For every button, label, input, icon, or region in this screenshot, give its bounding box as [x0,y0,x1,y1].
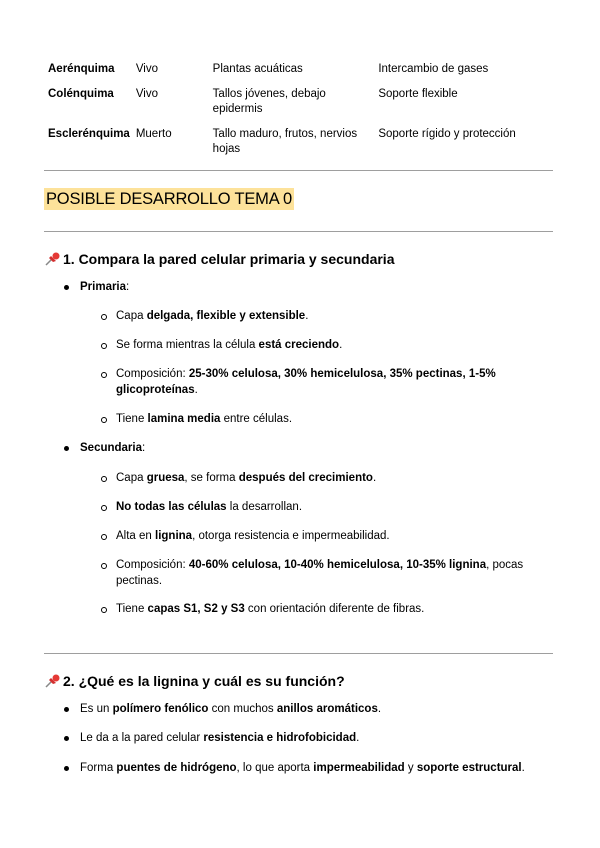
text-run: . [356,732,360,744]
pushpin-icon [44,252,61,266]
bullet-dot [64,446,69,451]
bold-run: lamina media [147,413,221,425]
table-cell-state: Vivo [135,63,158,75]
bold-run: resistencia e hidrofobicidad [203,732,357,744]
divider [44,170,553,171]
table-cell-function: Soporte flexible [378,88,458,100]
list-item [116,308,308,324]
text-run: , lo que aporta [236,762,314,774]
text-run: entre células. [220,413,293,425]
list-item [80,730,359,746]
colon: : [126,281,130,293]
bullet-ring [101,534,107,540]
table-cell-location: Tallos jóvenes, debajo epidermis [212,88,326,115]
question-1-title [44,250,394,268]
bold-run: 25-30% celulosa, 30% hemicelulosa, 35% pectinas, 1-5% [188,368,496,380]
list-item-primaria [80,279,129,295]
table-cell-tissue: Esclerénquima [48,128,130,140]
text-run: . [194,384,198,396]
table-row [48,62,548,77]
bullet-ring [101,476,107,482]
section-heading: POSIBLE DESARROLLO TEMA 0 [46,190,292,208]
list-item [116,557,523,589]
text-run: Forma [80,762,117,774]
bold-run: anillos aromáticos [276,703,378,715]
text-run: pectinas. [116,575,163,587]
bold-run: puentes de hidrógeno [116,762,237,774]
tissue-table [48,62,548,167]
bold-run: 40-60% celulosa, 10-40% hemicelulosa, 10-35% lignina [188,559,487,571]
text-run: , otorga resistencia e impermeabilidad. [192,530,390,542]
list-item [116,528,390,544]
text-run: Composición: [116,559,189,571]
bold-run: está creciendo [258,339,340,351]
bullet-ring [101,607,107,613]
bold-run: capas S1, S2 y S3 [147,603,245,615]
bullet-ring [101,343,107,349]
text-run: . [339,339,343,351]
text-run: , se forma [184,472,239,484]
text-run: Capa [116,472,147,484]
table-cell-location: Plantas acuáticas [212,63,303,75]
question-2-text: 2. ¿Qué es la lignina y cuál es su función? [63,673,345,689]
table-cell-tissue: Colénquima [48,88,114,100]
bold-run: delgada, flexible y extensible [146,310,306,322]
list-item [116,411,292,427]
table-row [48,127,548,157]
list-item-secundaria [80,440,145,456]
bold-run: No todas las células [116,501,227,513]
text-run: Se forma mientras la célula [116,339,259,351]
question-2-title [44,672,345,690]
bullet-ring [101,314,107,320]
text-run: . [521,762,525,774]
list-item [116,470,376,486]
text-run: Le da a la pared celular [80,732,204,744]
table-row [48,87,548,117]
text-run: . [377,703,382,715]
text-run: Tiene [116,603,148,615]
table-cell-state: Vivo [135,88,158,100]
text-run: Es un [80,703,113,715]
list-item [116,366,496,398]
text-run: Tiene [116,413,148,425]
bold-run: lignina [155,530,193,542]
bullet-dot [64,736,69,741]
bullet-ring [101,505,107,511]
pushpin-icon [44,674,61,688]
table-cell-state: Muerto [135,128,172,140]
bold-run: glicoproteínas [116,384,195,396]
text-run: Composición: [116,368,189,380]
primaria-label: Primaria [80,281,127,293]
table-cell-location: Tallo maduro, frutos, nervios hojas [212,128,358,155]
text-run: con orientación diferente de fibras. [244,603,425,615]
divider [44,231,553,232]
text-run: Alta en [116,530,155,542]
text-run: . [305,310,309,322]
text-run: la desarrollan. [226,501,303,513]
list-item [116,499,302,515]
list-item [116,601,424,617]
list-item [80,701,381,717]
bullet-dot [64,285,69,290]
text-run: , pocas [486,559,524,571]
text-run: y [404,762,417,774]
table-cell-function: Soporte rígido y protección [378,128,516,140]
bullet-ring [101,417,107,423]
table-cell-function: Intercambio de gases [378,63,489,75]
bold-run: soporte estructural [416,762,522,774]
bold-run: impermeabilidad [313,762,405,774]
bullet-ring [101,372,107,378]
bold-run: gruesa [146,472,185,484]
question-1-text: 1. Compara la pared celular primaria y secundaria [63,251,395,267]
bullet-dot [64,707,69,712]
bullet-dot [64,766,69,771]
table-cell-tissue: Aerénquima [48,63,115,75]
list-item [116,337,342,353]
bold-run: polímero fenólico [112,703,209,715]
text-run: Capa [116,310,147,322]
bullet-ring [101,563,107,569]
colon: : [142,442,146,454]
divider [44,653,553,654]
list-item [80,760,525,776]
text-run: . [372,472,377,484]
secundaria-label: Secundaria [80,442,142,454]
bold-run: después del crecimiento [238,472,373,484]
text-run: con muchos [208,703,277,715]
